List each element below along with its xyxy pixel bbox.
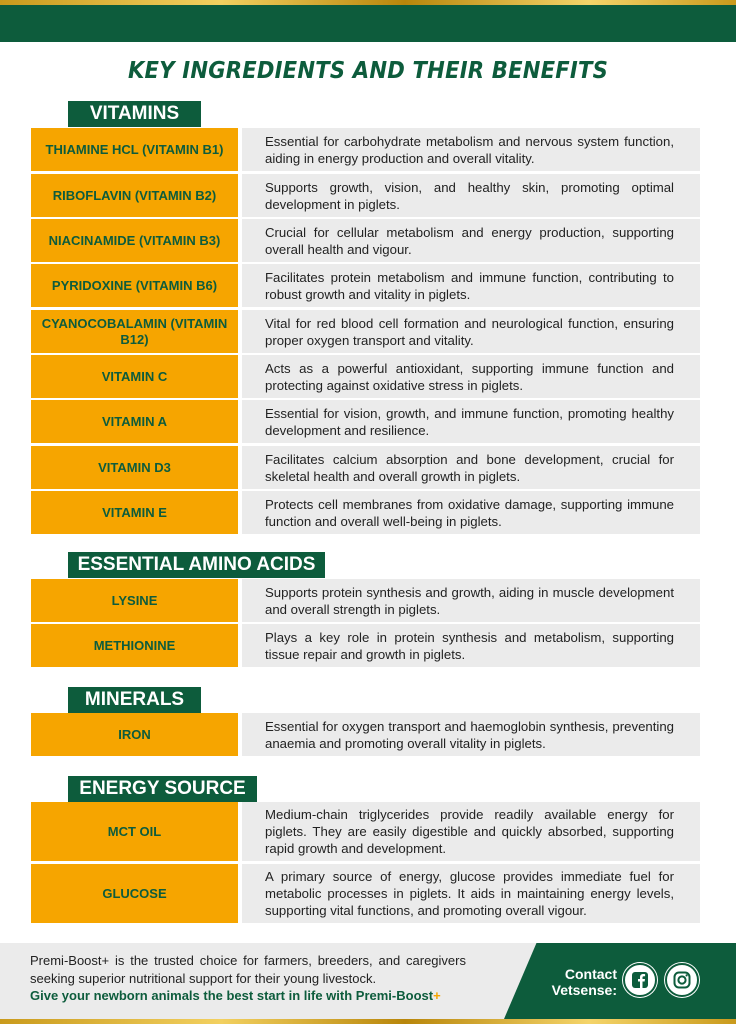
ingredient-name: MCT OIL xyxy=(31,802,238,861)
ingredient-name: CYANOCOBALAMIN (VITAMIN B12) xyxy=(31,310,238,353)
ingredient-benefit: Vital for red blood cell formation and neurological function, ensuring proper oxygen transport and vitality. xyxy=(242,310,700,353)
ingredient-benefit: Essential for carbohydrate metabolism and nervous system function, aiding in energy production and overall vitality. xyxy=(242,128,700,171)
ingredient-benefit: Facilitates calcium absorption and bone development, crucial for skeletal health and overall growth in piglets. xyxy=(242,446,700,489)
ingredient-benefit: Supports growth, vision, and healthy skin, promoting optimal development in piglets. xyxy=(242,174,700,217)
ingredient-benefit: Plays a key role in protein synthesis and metabolism, supporting tissue repair and growth in piglets. xyxy=(242,624,700,667)
table-row xyxy=(31,174,700,217)
ingredient-name: VITAMIN C xyxy=(31,355,238,398)
footer-description: Premi-Boost+ is the trusted choice for farmers, breeders, and caregivers seeking superior nutritional support for their young livestock. xyxy=(30,953,466,986)
ingredient-name: METHIONINE xyxy=(31,624,238,667)
table-row xyxy=(31,400,700,443)
table-row xyxy=(31,713,700,756)
ingredient-name: GLUCOSE xyxy=(31,864,238,923)
table-row xyxy=(31,355,700,398)
top-green-band xyxy=(0,5,736,42)
ingredient-name: NIACINAMIDE (VITAMIN B3) xyxy=(31,219,238,262)
ingredient-benefit: Facilitates protein metabolism and immune function, contributing to robust growth and vitality in piglets. xyxy=(242,264,700,307)
facebook-icon[interactable] xyxy=(622,962,658,998)
ingredient-name: VITAMIN D3 xyxy=(31,446,238,489)
footer-tagline: Give your newborn animals the best start in life with Premi-Boost+ xyxy=(30,988,441,1003)
ingredient-name: PYRIDOXINE (VITAMIN B6) xyxy=(31,264,238,307)
table-row xyxy=(31,579,700,622)
table-row xyxy=(31,128,700,171)
section-label-minerals: MINERALS xyxy=(68,687,201,713)
ingredient-benefit: Crucial for cellular metabolism and energy production, supporting overall health and vigour. xyxy=(242,219,700,262)
contact-label: Contact Vetsense: xyxy=(551,966,617,998)
section-label-energy-source: ENERGY SOURCE xyxy=(68,776,257,802)
ingredient-benefit: Acts as a powerful antioxidant, supporting immune function and protecting against oxidative stress in piglets. xyxy=(242,355,700,398)
ingredient-name: VITAMIN E xyxy=(31,491,238,534)
ingredient-benefit: Essential for oxygen transport and haemoglobin synthesis, preventing anaemia and promoting overall vitality in piglets. xyxy=(242,713,700,756)
instagram-icon[interactable] xyxy=(664,962,700,998)
ingredient-name: LYSINE xyxy=(31,579,238,622)
table-row xyxy=(31,446,700,489)
table-row xyxy=(31,219,700,262)
table-row xyxy=(31,864,700,923)
table-row xyxy=(31,491,700,534)
ingredient-name: THIAMINE HCL (VITAMIN B1) xyxy=(31,128,238,171)
table-row xyxy=(31,624,700,667)
ingredient-benefit: Supports protein synthesis and growth, aiding in muscle development and overall strength in piglets. xyxy=(242,579,700,622)
ingredient-benefit: Protects cell membranes from oxidative damage, supporting immune function and overall well-being in piglets. xyxy=(242,491,700,534)
ingredient-benefit: Medium-chain triglycerides provide readily available energy for piglets. They are easily digestible and quickly absorbed, supporting rapid growth and development. xyxy=(242,802,700,861)
ingredient-benefit: Essential for vision, growth, and immune function, promoting healthy development and resilience. xyxy=(242,400,700,443)
table-row xyxy=(31,310,700,353)
ingredient-name: VITAMIN A xyxy=(31,400,238,443)
table-row xyxy=(31,264,700,307)
footer-contact-panel xyxy=(504,943,736,1019)
ingredient-name: IRON xyxy=(31,713,238,756)
table-row xyxy=(31,802,700,861)
ingredient-name: RIBOFLAVIN (VITAMIN B2) xyxy=(31,174,238,217)
section-label-amino-acids: ESSENTIAL AMINO ACIDS xyxy=(68,552,325,578)
section-label-vitamins: VITAMINS xyxy=(68,101,201,127)
page-title: KEY INGREDIENTS AND THEIR BENEFITS xyxy=(127,58,609,84)
ingredient-benefit: A primary source of energy, glucose provides immediate fuel for metabolic processes in piglets. It aids in maintaining energy levels, supporting vital functions, and promoting overall vigour. xyxy=(242,864,700,923)
bottom-gold-strip xyxy=(0,1019,736,1024)
